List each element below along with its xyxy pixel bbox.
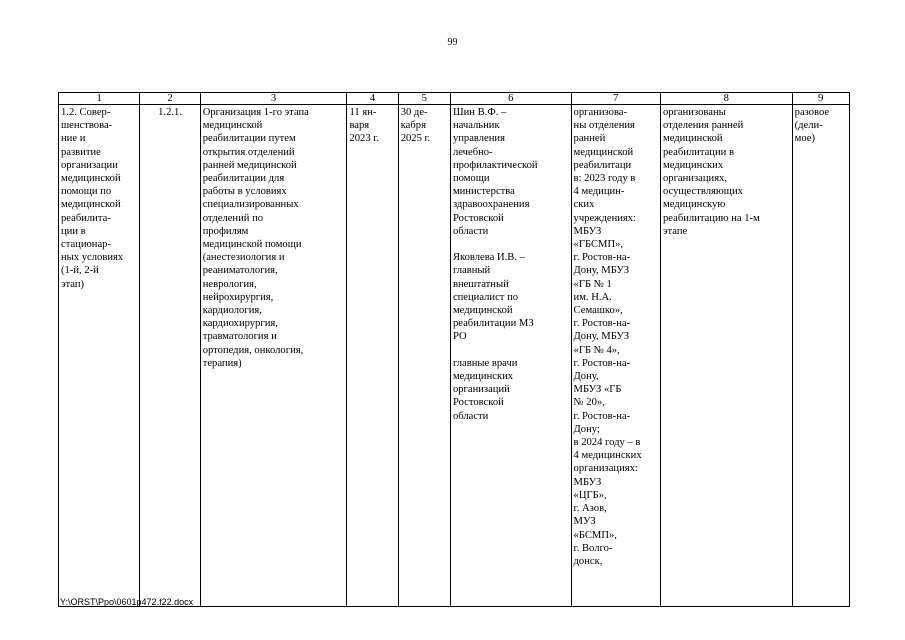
column-number-8: 8 [660,93,792,105]
column-number-3: 3 [200,93,347,105]
footer-file-path: Y:\ORST\Ppo\0601p472.f22.docx [60,597,194,607]
cell-result-indicator: организованы отделения ранней медицинской реабилитации в медицинских организациях, осуществляющих медицинскую реабилитацию на 1-м этапе [660,105,792,607]
cell-result-description: организова- ны отделения ранней медицинской реабилитаци в: 2023 году в 4 медицин- ских учреждениях: МБУЗ «ГБСМП», г. Ростов-на- Дону, МБУЗ «ГБ № 1 им. Н.А. Семашко», г. Ростов-на- Дону, МБУЗ «ГБ № 4», г. Ростов-на- Дону, МБУЗ «ГБ № 20», г. Ростов-на- Дону; в 2024 году – в 4 медицинских организациях: МБУЗ «ЦГБ», г. Азов, МУЗ «БСМП», г. Волго- донск, [571,105,660,607]
page-number: 99 [447,37,458,48]
table-header-row [59,93,850,105]
plan-table [58,92,850,607]
column-number-7: 7 [571,93,660,105]
cell-frequency: разовое (дели- мое) [792,105,849,607]
column-number-1: 1 [59,93,140,105]
column-number-5: 5 [398,93,450,105]
cell-section-title: 1.2. Совер- шенствова- ние и развитие организации медицинской помощи по медицинской реабилита- ции в стационар- ных условиях (1-й, 2-й этап) [59,105,140,607]
column-number-6: 6 [450,93,571,105]
column-number-4: 4 [347,93,398,105]
column-number-9: 9 [792,93,849,105]
cell-measure-description: Организация 1-го этапа медицинской реабилитации путем открытия отделений ранней медицинской реабилитации для работы в условиях специализированных отделений по профилям медицинской помощи (анестезиология и реаниматология, неврология, нейрохирургия, кардиология, кардиохирургия, травматология и ортопедия, онкология, терапия) [200,105,347,607]
cell-item-number: 1.2.1. [140,105,200,607]
cell-end-date: 30 де- кабря 2025 г. [398,105,450,607]
cell-responsible: Шин В.Ф. – начальник управления лечебно- профилактической помощи министерства здравоохранения Ростовской области Яковлева И.В. – главный внештатный специалист по медицинской реабилитации МЗ РО главные врачи медицинских организаций Ростовской области [450,105,571,607]
table-row [59,105,850,607]
cell-start-date: 11 ян- варя 2023 г. [347,105,398,607]
column-number-2: 2 [140,93,200,105]
